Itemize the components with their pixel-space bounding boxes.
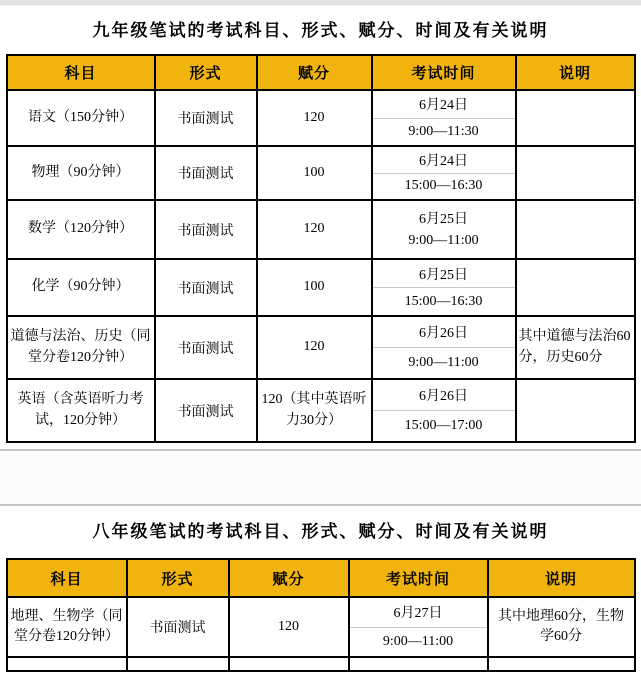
time-cell: [372, 200, 516, 259]
score-cell: 120: [229, 597, 349, 657]
section-separator: [0, 449, 641, 506]
subject-cell: 道德与法治、历史（同堂分卷120分钟）: [7, 316, 155, 379]
header-score: 赋分: [257, 55, 372, 90]
form-cell: 书面测试: [155, 316, 257, 379]
exam-hours: 15:00—17:00: [373, 410, 515, 441]
header-note: 说明: [488, 559, 635, 597]
exam-date: 6月25日: [419, 211, 468, 227]
header-form: 形式: [127, 559, 229, 597]
time-cell: [372, 146, 516, 200]
exam-date: 6月26日: [419, 389, 468, 404]
score-cell: 120: [257, 200, 372, 259]
table-row-partial: [7, 657, 635, 671]
note-cell: 其中道德与法治60分，历史60分: [516, 316, 635, 379]
exam-date: 6月27日: [393, 606, 443, 622]
exam-hours: 9:00—11:00: [350, 627, 487, 657]
time-cell: [372, 90, 516, 146]
score-cell: 100: [257, 259, 372, 316]
table-row: [7, 90, 635, 146]
exam-hours: 15:00—16:30: [373, 287, 515, 315]
table-row: [7, 379, 635, 442]
exam-date: 6月24日: [419, 153, 468, 169]
grade8-table-title: 八年级笔试的考试科目、形式、赋分、时间及有关说明: [92, 522, 549, 541]
exam-hours: 15:00—16:30: [373, 173, 515, 200]
time-cell: [372, 259, 516, 316]
grade9-exam-table: [6, 54, 636, 443]
exam-hours: 9:00—11:00: [373, 347, 515, 378]
header-time: 考试时间: [349, 559, 488, 597]
header-score: 赋分: [229, 559, 349, 597]
time-cell: [372, 379, 516, 442]
score-cell: 120: [257, 90, 372, 146]
exam-date: 6月25日: [419, 267, 468, 283]
header-row: [7, 559, 635, 597]
score-cell: 120: [257, 316, 372, 379]
exam-hours: 9:00—11:30: [373, 118, 515, 146]
note-cell: [516, 379, 635, 442]
form-cell: 书面测试: [155, 200, 257, 259]
note-cell: [516, 200, 635, 259]
header-subject: 科目: [7, 55, 155, 90]
header-subject: 科目: [7, 559, 127, 597]
subject-cell: 英语（含英语听力考试，120分钟）: [7, 379, 155, 442]
table-row: [7, 200, 635, 259]
exam-date: 6月24日: [419, 98, 468, 114]
table-row: [7, 597, 635, 657]
form-cell: 书面测试: [155, 259, 257, 316]
header-form: 形式: [155, 55, 257, 90]
time-cell: [372, 316, 516, 379]
header-row: [7, 55, 635, 90]
grade8-exam-table: [6, 558, 636, 672]
grade9-table-title: 九年级笔试的考试科目、形式、赋分、时间及有关说明: [92, 21, 549, 40]
note-cell: [516, 90, 635, 146]
score-cell: 120（其中英语听力30分）: [257, 379, 372, 442]
form-cell: 书面测试: [155, 146, 257, 200]
header-note: 说明: [516, 55, 635, 90]
form-cell: 书面测试: [155, 379, 257, 442]
table-row: [7, 259, 635, 316]
subject-cell: 地理、生物学（同堂分卷120分钟）: [7, 597, 127, 657]
subject-cell: 物理（90分钟）: [7, 146, 155, 200]
table-row: [7, 316, 635, 379]
note-cell: 其中地理60分，生物学60分: [488, 597, 635, 657]
score-cell: 100: [257, 146, 372, 200]
subject-cell: 数学（120分钟）: [7, 200, 155, 259]
exam-date: 6月26日: [419, 326, 468, 341]
subject-cell: 化学（90分钟）: [7, 259, 155, 316]
subject-cell: 语文（150分钟）: [7, 90, 155, 146]
note-cell: [516, 259, 635, 316]
time-cell: [349, 597, 488, 657]
table-row: [7, 146, 635, 200]
note-cell: [516, 146, 635, 200]
exam-hours: 9:00—11:00: [408, 232, 479, 248]
header-time: 考试时间: [372, 55, 516, 90]
form-cell: 书面测试: [127, 597, 229, 657]
form-cell: 书面测试: [155, 90, 257, 146]
